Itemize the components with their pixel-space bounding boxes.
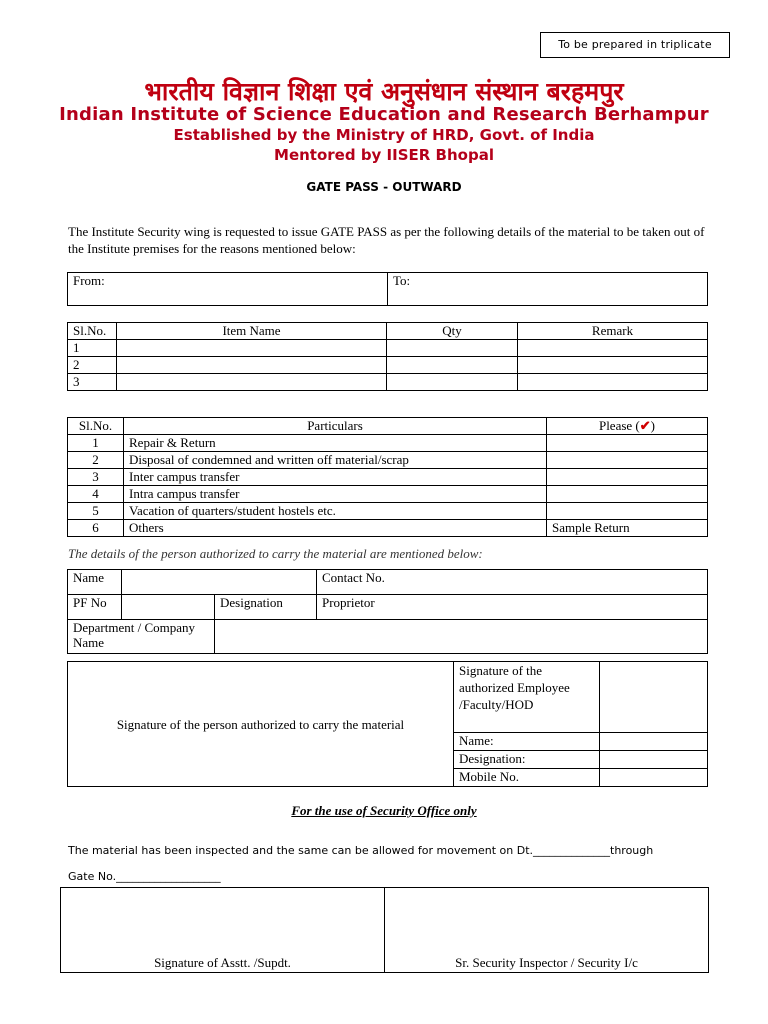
from-to-table xyxy=(67,272,708,306)
particular-tick-cell[interactable] xyxy=(547,469,708,486)
table-row xyxy=(68,435,708,452)
security-signature-label: Sr. Security Inspector / Security I/c xyxy=(455,955,638,970)
item-remark-cell[interactable] xyxy=(518,340,708,357)
authorized-signature-field[interactable] xyxy=(600,662,708,733)
pf-label: PF No xyxy=(68,595,122,620)
person-table xyxy=(67,569,708,654)
table-row xyxy=(68,520,708,537)
contact-field[interactable] xyxy=(317,570,708,595)
particulars-table xyxy=(67,417,708,537)
item-qty-cell[interactable] xyxy=(387,374,518,391)
particular-tick-cell[interactable] xyxy=(547,452,708,469)
item-remark-cell[interactable] xyxy=(518,357,708,374)
designation-label: Designation xyxy=(215,595,317,620)
established-line: Established by the Ministry of HRD, Govt. of India xyxy=(173,126,595,144)
table-row xyxy=(68,486,708,503)
particular-text: Others xyxy=(124,520,547,537)
inspection-line-2: Gate No.___________________ xyxy=(68,870,221,883)
details-heading: The details of the person authorized to carry the material are mentioned below: xyxy=(68,546,483,561)
particular-slno: 6 xyxy=(68,520,124,537)
from-label: From: xyxy=(73,273,105,288)
signature-table xyxy=(67,661,708,787)
table-row xyxy=(68,374,708,391)
checkmark-icon: ✔ xyxy=(639,418,651,433)
item-name-cell[interactable] xyxy=(117,357,387,374)
items-header-remark: Remark xyxy=(518,323,708,340)
particular-slno: 4 xyxy=(68,486,124,503)
asstt-signature-label: Signature of Asstt. /Supdt. xyxy=(154,955,291,970)
particular-slno: 1 xyxy=(68,435,124,452)
particulars-header-tick xyxy=(547,418,708,435)
sig-designation-field[interactable] xyxy=(600,751,708,769)
sig-mobile-field[interactable] xyxy=(600,769,708,787)
security-signature-box[interactable] xyxy=(385,888,709,973)
hindi-institute-name: भारतीय विज्ञान शिक्षा एवं अनुसंधान संस्थान बरहमपुर xyxy=(144,77,624,106)
to-field[interactable] xyxy=(388,273,708,306)
mentored-line: Mentored by IISER Bhopal xyxy=(274,146,494,164)
contact-label: Contact No. xyxy=(322,570,385,585)
items-header-slno: Sl.No. xyxy=(68,323,117,340)
final-signature-table xyxy=(60,887,709,973)
sig-designation-label: Designation: xyxy=(454,751,600,769)
particular-text: Disposal of condemned and written off material/scrap xyxy=(124,452,547,469)
item-slno: 1 xyxy=(68,340,117,357)
particular-tick-cell[interactable] xyxy=(547,435,708,452)
particular-text: Vacation of quarters/student hostels etc. xyxy=(124,503,547,520)
table-row xyxy=(68,357,708,374)
items-header-qty: Qty xyxy=(387,323,518,340)
particular-tick-cell[interactable] xyxy=(547,503,708,520)
page-title: GATE PASS - OUTWARD xyxy=(306,180,462,194)
department-field[interactable] xyxy=(215,620,708,654)
name-label: Name xyxy=(68,570,122,595)
item-name-cell[interactable] xyxy=(117,374,387,391)
particular-text: Intra campus transfer xyxy=(124,486,547,503)
to-label: To: xyxy=(393,273,411,288)
designation-field[interactable]: Proprietor xyxy=(317,595,708,620)
particular-text: Repair & Return xyxy=(124,435,547,452)
sig-name-label: Name: xyxy=(454,733,600,751)
item-slno: 2 xyxy=(68,357,117,374)
authorized-signature-label: Signature of the authorized Employee /Faculty/HOD xyxy=(454,662,600,733)
carrier-signature-box[interactable]: Signature of the person authorized to carry the material xyxy=(68,662,454,787)
department-label: Department / Company Name xyxy=(68,620,215,654)
items-table xyxy=(67,322,708,391)
security-heading: For the use of Security Office only xyxy=(291,803,477,818)
item-slno: 3 xyxy=(68,374,117,391)
intro-text: The Institute Security wing is requested to issue GATE PASS as per the following details of the material to be taken out of the Institute premises for the reasons mentioned below: xyxy=(68,224,705,256)
particular-tick-cell[interactable]: Sample Return xyxy=(547,520,708,537)
particulars-header-slno: Sl.No. xyxy=(68,418,124,435)
from-field[interactable] xyxy=(68,273,388,306)
item-qty-cell[interactable] xyxy=(387,357,518,374)
name-field[interactable] xyxy=(122,570,317,595)
particular-slno: 3 xyxy=(68,469,124,486)
particular-slno: 2 xyxy=(68,452,124,469)
asstt-signature-box[interactable] xyxy=(61,888,385,973)
particulars-header-text: Particulars xyxy=(124,418,547,435)
table-row xyxy=(68,503,708,520)
sig-name-field[interactable] xyxy=(600,733,708,751)
item-name-cell[interactable] xyxy=(117,340,387,357)
please-close: ) xyxy=(650,418,656,433)
table-row xyxy=(68,469,708,486)
item-remark-cell[interactable] xyxy=(518,374,708,391)
table-row xyxy=(68,452,708,469)
particular-slno: 5 xyxy=(68,503,124,520)
institute-name: Indian Institute of Science Education and Research Berhampur xyxy=(59,104,709,125)
pf-field[interactable] xyxy=(122,595,215,620)
particular-tick-cell[interactable] xyxy=(547,486,708,503)
item-qty-cell[interactable] xyxy=(387,340,518,357)
particular-text: Inter campus transfer xyxy=(124,469,547,486)
please-label: Please ( xyxy=(598,418,640,433)
table-row xyxy=(68,340,708,357)
items-header-item: Item Name xyxy=(117,323,387,340)
sig-mobile-label: Mobile No. xyxy=(454,769,600,787)
triplicate-note: To be prepared in triplicate xyxy=(540,32,730,58)
inspection-line-1: The material has been inspected and the same can be allowed for movement on Dt.______________through xyxy=(68,844,654,857)
inspection-text xyxy=(68,838,708,890)
